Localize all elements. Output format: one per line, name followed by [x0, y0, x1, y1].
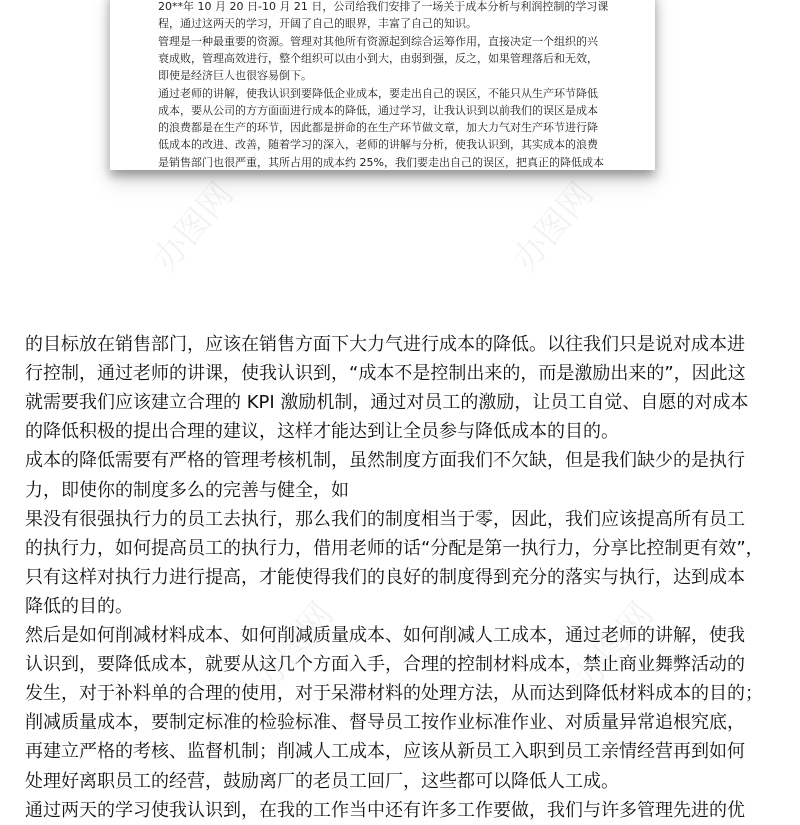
- preview-text-line: 的浪费都是在生产的环节，因此都是拼命的在生产环节做文章，加大力气对生产环节进行降: [158, 121, 598, 135]
- preview-text-line: 管理是一种最重要的资源。管理对其他所有资源起到综合运筹作用，直接决定一个组织的兴: [158, 34, 598, 48]
- body-text-line: 认识到，要降低成本，就要从这几个方面入手，合理的控制材料成本，禁止商业舞弊活动的: [25, 654, 745, 676]
- body-text-line: 然后是如何削减材料成本、如何削减质量成本、如何削减人工成本，通过老师的讲解，使我: [25, 625, 745, 646]
- preview-text-line: 成本，要从公司的方方面面进行成本的降低，通过学习，让我认识到以前我们的误区是成本: [158, 103, 598, 117]
- body-text-line: 降低的目的。: [25, 595, 133, 617]
- body-text-line: 的执行力，如何提高员工的执行力，借用老师的话“分配是第一执行力，分享比控制更有效”，: [25, 537, 764, 559]
- body-text-line: 处理好离职员工的经营，鼓励离厂的老员工回厂，这些都可以降低人工成。: [25, 770, 619, 792]
- body-text-line: 发生，对于补料单的合理的使用，对于呆滞材料的处理方法，从而达到降低材料成本的目的；: [25, 683, 763, 705]
- preview-text-line: 程，通过这两天的学习，开阔了自己的眼界，丰富了自己的知识。: [158, 17, 477, 31]
- watermark: 办图网: [505, 174, 602, 279]
- body-text-line: 行控制，通过老师的讲课，使我认识到，“成本不是控制出来的，而是激励出来的”，因此这: [25, 363, 746, 385]
- body-text-line: 成本的降低需要有严格的管理考核机制，虽然制度方面我们不欠缺，但是我们缺少的是执行: [25, 450, 745, 472]
- body-text-line: 只有这样对执行力进行提高，才能使得我们的良好的制度得到充分的落实与执行，达到成本: [25, 566, 745, 588]
- preview-text-line: 即使是经济巨人也很容易倒下。: [158, 69, 312, 83]
- watermark: 办图网: [565, 594, 662, 699]
- body-text-line: 的降低积极的提出合理的建议，这样才能达到让全员参与降低成本的目的。: [25, 421, 619, 443]
- body-text-line: 削减质量成本，要制定标准的检验标准、督导员工按作业标准作业、对质量异常追根究底，: [25, 712, 745, 734]
- preview-text-line: 通过老师的讲解，使我认识到要降低企业成本，要走出自己的误区，不能只从生产环节降低: [158, 86, 598, 100]
- body-text-line: 通过两天的学习使我认识到，在我的工作当中还有许多工作要做，我们与许多管理先进的优: [25, 799, 745, 821]
- preview-text-line: 是销售部门也很严重，其所占用的成本约 25%，我们要走出自己的误区，把真正的降低成本: [158, 155, 604, 169]
- watermark: 办图网: [245, 594, 342, 699]
- preview-text-line: 衰成败，管理高效进行，整个组织可以由小到大，由弱到强，反之，如果管理落后和无效，: [158, 51, 598, 65]
- body-text-line: 再建立严格的考核、监督机制；削减人工成本，应该从新员工入职到员工亲情经营再到如何: [25, 741, 745, 763]
- preview-text-line: 20**年 10 月 20 日-10 月 21 日，公司给我们安排了一场关于成本分析与利润控制的学习课: [158, 0, 609, 13]
- watermark: 办图网: [145, 174, 242, 279]
- body-text-line: 力，即使你的制度多么的完善与健全，如: [25, 479, 349, 501]
- body-text-line: 的目标放在销售部门，应该在销售方面下大力气进行成本的降低。以往我们只是说对成本进: [25, 334, 745, 355]
- body-text-line: 就需要我们应该建立合理的 KPI 激励机制，通过对员工的激励，让员工自觉、自愿的对成本: [25, 392, 749, 414]
- body-text-line: 果没有很强执行力的员工去执行，那么我们的制度相当于零，因此，我们应该提高所有员工: [25, 508, 745, 530]
- document-preview-card: [110, 0, 655, 170]
- preview-text-line: 低成本的改进、改善，随着学习的深入，老师的讲解与分析，使我认识到，其实成本的浪费: [158, 138, 598, 152]
